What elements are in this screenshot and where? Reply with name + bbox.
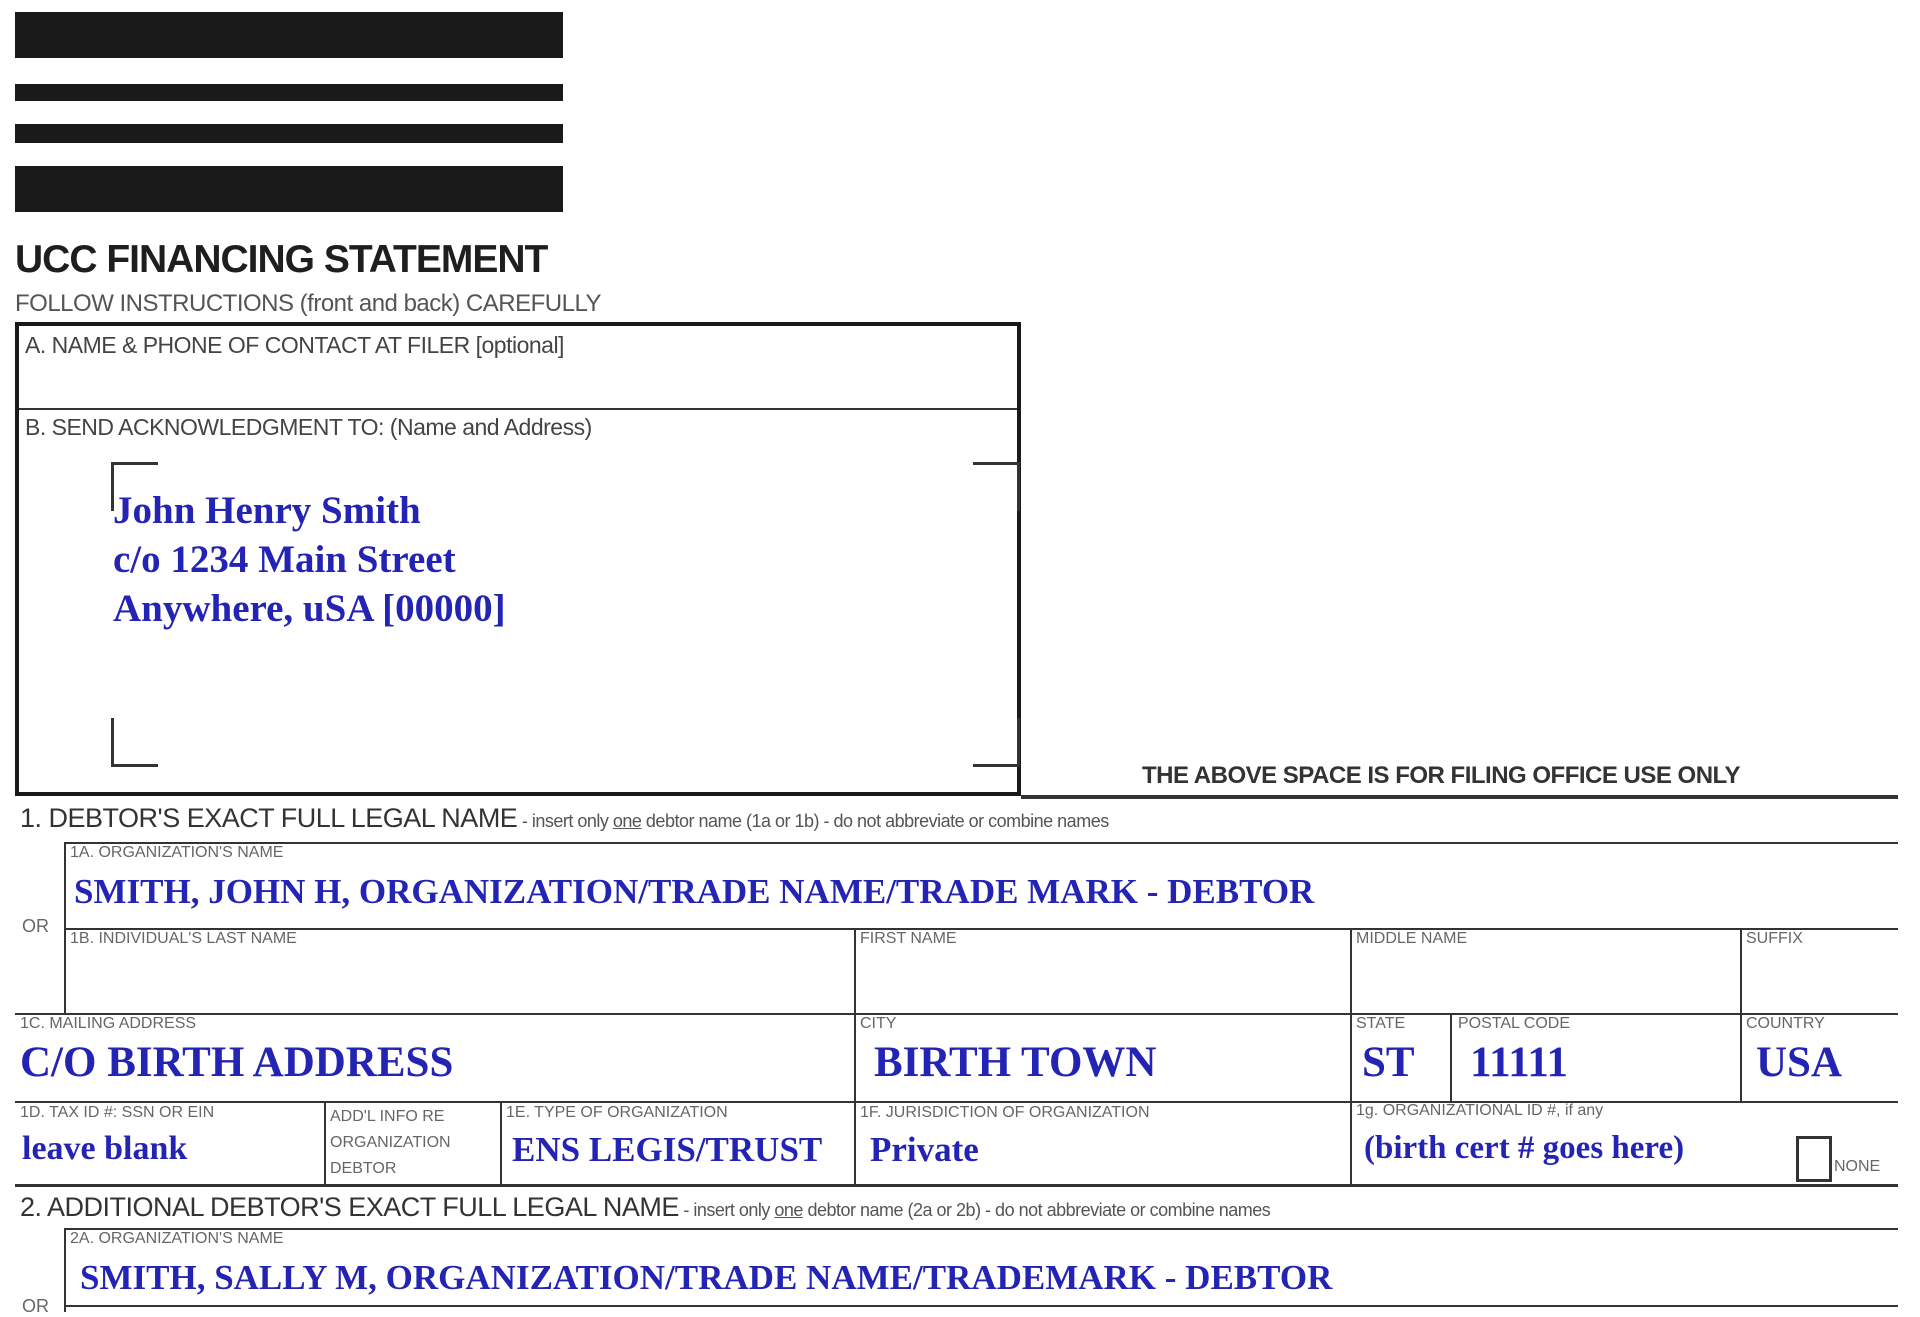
col-rule [324,1101,326,1184]
section1-heading [20,803,1109,834]
city-value[interactable]: BIRTH TOWN [874,1039,1157,1086]
suffix-label: SUFFIX [1746,930,1803,947]
col-rule [64,1228,66,1312]
section-rule [15,1184,1898,1187]
col-rule [1350,928,1352,1184]
last-name-label: 1B. INDIVIDUAL'S LAST NAME [70,930,297,947]
form-instructions: FOLLOW INSTRUCTIONS (front and back) CAREFULLY [15,290,602,317]
or-label: OR [22,916,49,936]
postal-code-label: POSTAL CODE [1458,1015,1571,1032]
none-label: NONE [1834,1158,1881,1175]
state-value[interactable]: ST [1362,1039,1415,1086]
divider [19,408,1017,410]
tax-id-value[interactable]: leave blank [22,1130,188,1167]
acknowledgment-label: B. SEND ACKNOWLEDGMENT TO: (Name and Address) [25,414,592,440]
addl-info-line: ADD'L INFO RE [330,1108,445,1125]
acknowledgment-address[interactable] [113,486,506,633]
section2-note [679,1200,1270,1220]
address-line: Anywhere, uSA [00000] [113,587,506,630]
org-id-label: 1g. ORGANIZATIONAL ID #, if any [1356,1102,1604,1119]
section2-note-pre: - insert only [678,1200,775,1220]
section-rule [1021,795,1898,799]
row-rule [64,842,1898,844]
none-checkbox[interactable] [1796,1136,1832,1182]
address-line: John Henry Smith [113,489,421,532]
section2-heading-main: 2. ADDITIONAL DEBTOR'S EXACT FULL LEGAL NAME [20,1192,679,1222]
col-rule [854,928,856,1184]
address-line: c/o 1234 Main Street [113,538,456,581]
row-rule [64,1305,1898,1307]
col-rule [1740,928,1742,1101]
org-id-value[interactable]: (birth cert # goes here) [1364,1130,1685,1166]
logo-bar [15,166,563,212]
org-type-label: 1E. TYPE OF ORGANIZATION [506,1104,728,1121]
logo-bar [15,12,563,58]
contact-label: A. NAME & PHONE OF CONTACT AT FILER [optional] [25,332,564,358]
corner-mark [973,462,1020,511]
corner-mark [111,718,158,767]
row-rule [15,1101,1898,1103]
col-rule [64,842,66,1014]
mailing-address-label: 1C. MAILING ADDRESS [20,1015,197,1032]
city-label: CITY [860,1015,897,1032]
org-name-value[interactable]: SMITH, JOHN H, ORGANIZATION/TRADE NAME/TRADE MARK - DEBTOR [74,872,1315,911]
col-rule [1450,1013,1452,1101]
row-rule [15,1013,1898,1015]
section2-note-one: one [774,1200,803,1220]
section1-note [517,811,1108,831]
addl-info-line: ORGANIZATION [330,1134,451,1151]
org-type-value[interactable]: ENS LEGIS/TRUST [512,1130,823,1169]
postal-code-value[interactable]: 11111 [1470,1039,1569,1086]
section2-note-post: debtor name (2a or 2b) - do not abbreviate or combine names [802,1200,1271,1220]
first-name-label: FIRST NAME [860,930,957,947]
jurisdiction-label: 1F. JURISDICTION OF ORGANIZATION [860,1104,1150,1121]
country-label: COUNTRY [1746,1015,1825,1032]
logo-bar [15,124,563,143]
org-name-label: 1A. ORGANIZATION'S NAME [70,844,284,861]
state-label: STATE [1356,1015,1406,1032]
logo-bar [15,84,563,101]
form-title: UCC FINANCING STATEMENT [15,238,548,281]
tax-id-label: 1D. TAX ID #: SSN OR EIN [20,1104,215,1121]
section1-heading-main: 1. DEBTOR'S EXACT FULL LEGAL NAME [20,803,518,833]
col-rule [500,1101,502,1184]
section1-note-post: debtor name (1a or 1b) - do not abbreviate or combine names [641,811,1109,831]
country-value[interactable]: USA [1756,1039,1843,1086]
org2-name-value[interactable]: SMITH, SALLY M, ORGANIZATION/TRADE NAME/TRADEMARK - DEBTOR [80,1258,1333,1297]
mailing-address-value[interactable]: C/O BIRTH ADDRESS [20,1039,454,1086]
section2-heading [20,1192,1270,1223]
addl-info-line: DEBTOR [330,1160,397,1177]
corner-mark [973,718,1020,767]
section1-note-one: one [612,811,642,831]
addl-info-label [330,1104,451,1182]
row-rule [64,928,1898,930]
section1-note-pre: - insert only [517,811,613,831]
jurisdiction-value[interactable]: Private [870,1130,979,1169]
row-rule [64,1228,1898,1230]
filing-office-note: THE ABOVE SPACE IS FOR FILING OFFICE USE ONLY [1142,762,1741,789]
org2-name-label: 2A. ORGANIZATION'S NAME [70,1230,284,1247]
or-label: OR [22,1296,49,1316]
middle-name-label: MIDDLE NAME [1356,930,1468,947]
